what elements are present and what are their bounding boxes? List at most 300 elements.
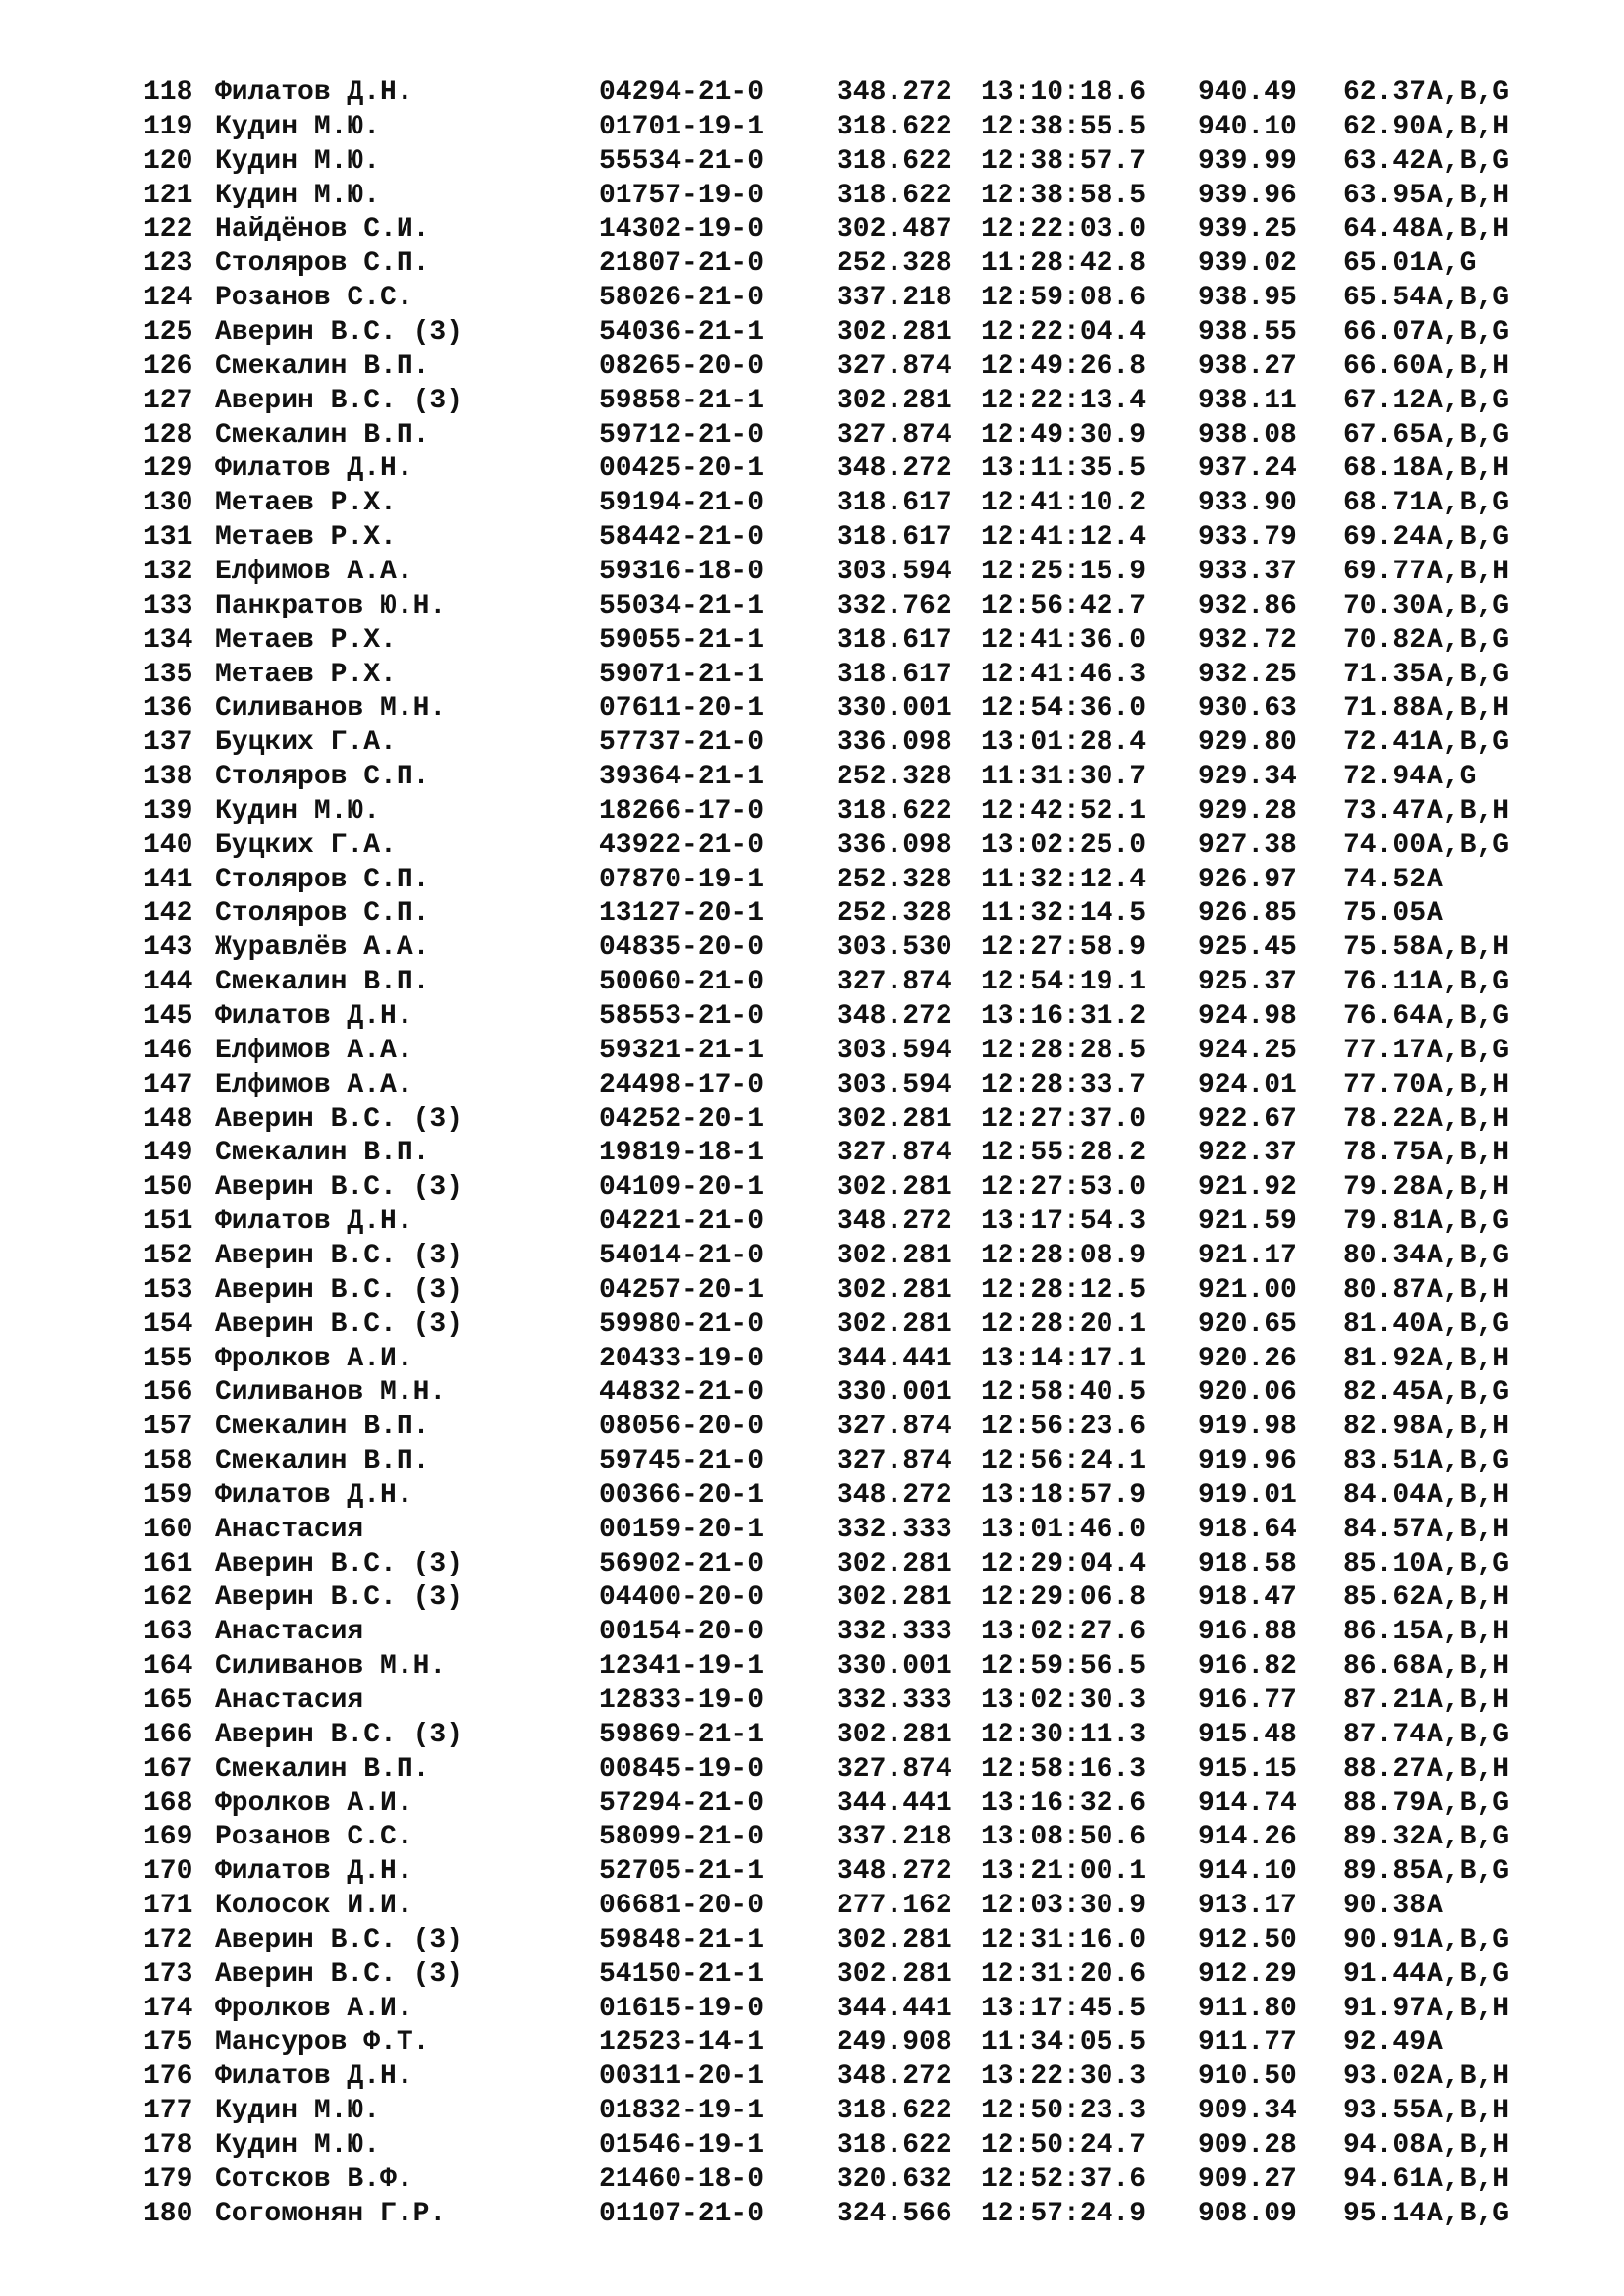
fancier-name-cell: Силиванов М.Н. [215,1651,447,1682]
fancier-name-cell: Буцких Г.А. [215,727,397,759]
fancier-name-cell: Анастасия [215,1685,364,1716]
speed-cell: 919.01 [1198,1479,1297,1511]
fancier-name-cell: Мансуров Ф.Т. [215,2027,430,2058]
speed-cell: 930.63 [1198,693,1297,724]
flags-cell: A,B,G [1427,1788,1510,1819]
distance-cell: 344.441 [837,1993,952,2024]
distance-cell: 302.487 [837,214,952,245]
speed-cell: 919.98 [1198,1412,1297,1443]
arrival-time-cell: 12:22:03.0 [981,214,1147,245]
arrival-time-cell: 12:30:11.3 [981,1719,1147,1750]
points-cell: 82.45 [1343,1377,1427,1409]
points-cell: 72.94 [1343,762,1427,792]
table-row [0,1444,1624,1478]
points-cell: 90.38 [1343,1891,1427,1922]
speed-cell: 918.64 [1198,1514,1297,1545]
points-cell: 86.68 [1343,1651,1427,1682]
distance-cell: 330.001 [837,693,952,724]
points-cell: 95.14 [1343,2198,1427,2229]
place-cell: 141 [143,864,193,895]
ring-number-cell: 59980-21-0 [599,1308,765,1340]
points-cell: 88.79 [1343,1788,1427,1819]
flags-cell: A,B,H [1427,180,1510,211]
fancier-name-cell: Аверин В.С. (3) [215,1240,463,1271]
flags-cell: A,B,G [1427,829,1510,861]
place-cell: 161 [143,1548,193,1579]
flags-cell: A,B,G [1427,283,1510,314]
arrival-time-cell: 12:55:28.2 [981,1138,1147,1169]
place-cell: 138 [143,762,193,792]
ring-number-cell: 18266-17-0 [599,795,765,827]
place-cell: 168 [143,1788,193,1819]
distance-cell: 344.441 [837,1788,952,1819]
place-cell: 173 [143,1958,193,1990]
distance-cell: 302.281 [837,1172,952,1203]
distance-cell: 318.617 [837,522,952,553]
flags-cell: A,B,H [1427,1274,1510,1306]
points-cell: 74.00 [1343,829,1427,861]
points-cell: 84.04 [1343,1479,1427,1511]
points-cell: 73.47 [1343,795,1427,827]
arrival-time-cell: 12:38:58.5 [981,180,1147,211]
fancier-name-cell: Столяров С.П. [215,898,430,930]
place-cell: 140 [143,829,193,861]
arrival-time-cell: 13:02:30.3 [981,1685,1147,1716]
ring-number-cell: 08265-20-0 [599,350,765,382]
speed-cell: 926.85 [1198,898,1297,930]
distance-cell: 327.874 [837,1753,952,1785]
speed-cell: 940.10 [1198,111,1297,142]
ring-number-cell: 00366-20-1 [599,1479,765,1511]
flags-cell: A,B,G [1427,78,1510,108]
arrival-time-cell: 12:50:23.3 [981,2096,1147,2127]
ring-number-cell: 01615-19-0 [599,1993,765,2024]
flags-cell: A [1427,2027,1443,2058]
flags-cell: A,G [1427,762,1477,792]
table-row [0,1410,1624,1444]
flags-cell: A,B,H [1427,1479,1510,1511]
distance-cell: 302.281 [837,1924,952,1955]
fancier-name-cell: Анастасия [215,1514,364,1545]
distance-cell: 327.874 [837,1446,952,1476]
fancier-name-cell: Аверин В.С. (3) [215,1719,463,1750]
speed-cell: 924.25 [1198,1035,1297,1066]
distance-cell: 332.333 [837,1617,952,1648]
speed-cell: 912.29 [1198,1958,1297,1990]
table-row [0,1068,1624,1102]
distance-cell: 330.001 [837,1651,952,1682]
place-cell: 177 [143,2096,193,2127]
distance-cell: 252.328 [837,248,952,280]
place-cell: 127 [143,385,193,416]
table-row [0,520,1624,555]
ring-number-cell: 52705-21-1 [599,1856,765,1888]
arrival-time-cell: 13:17:54.3 [981,1206,1147,1237]
ring-number-cell: 58442-21-0 [599,522,765,553]
distance-cell: 332.333 [837,1685,952,1716]
arrival-time-cell: 13:22:30.3 [981,2061,1147,2093]
points-cell: 81.40 [1343,1308,1427,1340]
arrival-time-cell: 12:59:08.6 [981,283,1147,314]
distance-cell: 318.622 [837,795,952,827]
ring-number-cell: 56902-21-0 [599,1548,765,1579]
speed-cell: 921.92 [1198,1172,1297,1203]
speed-cell: 933.90 [1198,488,1297,519]
arrival-time-cell: 13:11:35.5 [981,454,1147,485]
table-row [0,1923,1624,1957]
speed-cell: 921.00 [1198,1274,1297,1306]
arrival-time-cell: 11:32:14.5 [981,898,1147,930]
ring-number-cell: 59745-21-0 [599,1446,765,1476]
ring-number-cell: 57294-21-0 [599,1788,765,1819]
table-row [0,623,1624,658]
place-cell: 123 [143,248,193,280]
table-row [0,2094,1624,2128]
distance-cell: 327.874 [837,419,952,451]
speed-cell: 924.98 [1198,1001,1297,1032]
table-row [0,246,1624,281]
fancier-name-cell: Фролков А.И. [215,1993,413,2024]
table-row [0,76,1624,110]
fancier-name-cell: Столяров С.П. [215,762,430,792]
place-cell: 119 [143,111,193,142]
ring-number-cell: 59071-21-1 [599,659,765,690]
fancier-name-cell: Елфимов А.А. [215,1069,413,1100]
fancier-name-cell: Аверин В.С. (3) [215,1924,463,1955]
table-row [0,1957,1624,1992]
ring-number-cell: 55034-21-1 [599,590,765,621]
flags-cell: A,B,G [1427,522,1510,553]
table-row [0,1034,1624,1068]
table-row [0,1342,1624,1376]
fancier-name-cell: Филатов Д.Н. [215,1206,413,1237]
place-cell: 153 [143,1274,193,1306]
speed-cell: 927.38 [1198,829,1297,861]
points-cell: 87.74 [1343,1719,1427,1750]
distance-cell: 252.328 [837,898,952,930]
distance-cell: 337.218 [837,283,952,314]
flags-cell: A,G [1427,248,1477,280]
arrival-time-cell: 12:28:33.7 [981,1069,1147,1100]
distance-cell: 344.441 [837,1343,952,1374]
place-cell: 159 [143,1479,193,1511]
points-cell: 63.42 [1343,145,1427,177]
arrival-time-cell: 12:28:20.1 [981,1308,1147,1340]
ring-number-cell: 07611-20-1 [599,693,765,724]
place-cell: 118 [143,78,193,108]
arrival-time-cell: 13:16:31.2 [981,1001,1147,1032]
points-cell: 81.92 [1343,1343,1427,1374]
distance-cell: 327.874 [837,967,952,998]
flags-cell: A,B,H [1427,1753,1510,1785]
distance-cell: 318.617 [837,624,952,656]
arrival-time-cell: 13:02:27.6 [981,1617,1147,1648]
table-row [0,1136,1624,1170]
ring-number-cell: 58026-21-0 [599,283,765,314]
table-row [0,212,1624,246]
place-cell: 154 [143,1308,193,1340]
points-cell: 75.05 [1343,898,1427,930]
speed-cell: 922.37 [1198,1138,1297,1169]
flags-cell: A,B,H [1427,1617,1510,1648]
points-cell: 64.48 [1343,214,1427,245]
arrival-time-cell: 12:27:53.0 [981,1172,1147,1203]
place-cell: 170 [143,1856,193,1888]
fancier-name-cell: Аверин В.С. (3) [215,1172,463,1203]
arrival-time-cell: 12:56:24.1 [981,1446,1147,1476]
table-row [0,1375,1624,1410]
table-row [0,828,1624,863]
table-row [0,965,1624,999]
speed-cell: 925.37 [1198,967,1297,998]
flags-cell: A,B,G [1427,1822,1510,1853]
flags-cell: A,B,G [1427,1001,1510,1032]
speed-cell: 915.48 [1198,1719,1297,1750]
distance-cell: 303.594 [837,1069,952,1100]
points-cell: 93.55 [1343,2096,1427,2127]
place-cell: 175 [143,2027,193,2058]
speed-cell: 920.65 [1198,1308,1297,1340]
distance-cell: 318.622 [837,2096,952,2127]
points-cell: 62.90 [1343,111,1427,142]
distance-cell: 348.272 [837,2061,952,2093]
speed-cell: 929.80 [1198,727,1297,759]
fancier-name-cell: Аверин В.С. (3) [215,1103,463,1135]
distance-cell: 348.272 [837,1001,952,1032]
fancier-name-cell: Елфимов А.А. [215,1035,413,1066]
fancier-name-cell: Кудин М.Ю. [215,180,381,211]
distance-cell: 332.762 [837,590,952,621]
speed-cell: 925.45 [1198,933,1297,964]
ring-number-cell: 04252-20-1 [599,1103,765,1135]
arrival-time-cell: 12:28:28.5 [981,1035,1147,1066]
speed-cell: 937.24 [1198,454,1297,485]
place-cell: 131 [143,522,193,553]
ring-number-cell: 54150-21-1 [599,1958,765,1990]
flags-cell: A,B,H [1427,2163,1510,2195]
points-cell: 80.87 [1343,1274,1427,1306]
arrival-time-cell: 13:01:46.0 [981,1514,1147,1545]
ring-number-cell: 08056-20-0 [599,1412,765,1443]
table-row [0,1889,1624,1923]
table-row [0,1170,1624,1204]
arrival-time-cell: 12:59:56.5 [981,1651,1147,1682]
table-row [0,2197,1624,2231]
flags-cell: A,B,G [1427,385,1510,416]
points-cell: 88.27 [1343,1753,1427,1785]
points-cell: 70.30 [1343,590,1427,621]
flags-cell: A,B,H [1427,933,1510,964]
place-cell: 125 [143,317,193,347]
flags-cell: A,B,H [1427,556,1510,587]
table-row [0,1718,1624,1752]
fancier-name-cell: Анастасия [215,1617,364,1648]
arrival-time-cell: 12:56:42.7 [981,590,1147,621]
flags-cell: A,B,G [1427,1377,1510,1409]
place-cell: 145 [143,1001,193,1032]
table-row [0,1992,1624,2026]
place-cell: 143 [143,933,193,964]
ring-number-cell: 59321-21-1 [599,1035,765,1066]
flags-cell: A,B,G [1427,1548,1510,1579]
ring-number-cell: 00154-20-0 [599,1617,765,1648]
speed-cell: 911.80 [1198,1993,1297,2024]
table-row [0,2025,1624,2059]
table-row [0,1478,1624,1513]
flags-cell: A,B,G [1427,659,1510,690]
fancier-name-cell: Аверин В.С. (3) [215,1308,463,1340]
place-cell: 162 [143,1582,193,1614]
points-cell: 78.22 [1343,1103,1427,1135]
flags-cell: A,B,G [1427,419,1510,451]
points-cell: 63.95 [1343,180,1427,211]
distance-cell: 302.281 [837,1274,952,1306]
place-cell: 172 [143,1924,193,1955]
fancier-name-cell: Филатов Д.Н. [215,78,413,108]
speed-cell: 919.96 [1198,1446,1297,1476]
fancier-name-cell: Аверин В.С. (3) [215,1274,463,1306]
points-cell: 90.91 [1343,1924,1427,1955]
arrival-time-cell: 13:01:28.4 [981,727,1147,759]
flags-cell: A,B,H [1427,1514,1510,1545]
flags-cell: A,B,H [1427,1412,1510,1443]
table-row [0,349,1624,384]
arrival-time-cell: 12:28:12.5 [981,1274,1147,1306]
arrival-time-cell: 12:41:46.3 [981,659,1147,690]
ring-number-cell: 21460-18-0 [599,2163,765,2195]
ring-number-cell: 13127-20-1 [599,898,765,930]
distance-cell: 277.162 [837,1891,952,1922]
flags-cell: A,B,H [1427,454,1510,485]
place-cell: 134 [143,624,193,656]
points-cell: 76.11 [1343,967,1427,998]
place-cell: 158 [143,1446,193,1476]
flags-cell: A,B,G [1427,967,1510,998]
points-cell: 77.70 [1343,1069,1427,1100]
fancier-name-cell: Смекалин В.П. [215,1138,430,1169]
fancier-name-cell: Кудин М.Ю. [215,2096,381,2127]
table-row [0,999,1624,1034]
table-row [0,691,1624,725]
fancier-name-cell: Смекалин В.П. [215,1753,430,1785]
speed-cell: 938.27 [1198,350,1297,382]
speed-cell: 918.58 [1198,1548,1297,1579]
speed-cell: 914.26 [1198,1822,1297,1853]
speed-cell: 938.08 [1198,419,1297,451]
ring-number-cell: 04257-20-1 [599,1274,765,1306]
table-row [0,931,1624,965]
points-cell: 75.58 [1343,933,1427,964]
distance-cell: 318.622 [837,2130,952,2161]
arrival-time-cell: 11:28:42.8 [981,248,1147,280]
place-cell: 166 [143,1719,193,1750]
flags-cell: A,B,H [1427,1172,1510,1203]
table-row [0,1547,1624,1581]
ring-number-cell: 14302-19-0 [599,214,765,245]
distance-cell: 327.874 [837,1412,952,1443]
arrival-time-cell: 13:08:50.6 [981,1822,1147,1853]
arrival-time-cell: 12:41:12.4 [981,522,1147,553]
ring-number-cell: 06681-20-0 [599,1891,765,1922]
distance-cell: 318.617 [837,659,952,690]
ring-number-cell: 59858-21-1 [599,385,765,416]
fancier-name-cell: Филатов Д.Н. [215,454,413,485]
points-cell: 80.34 [1343,1240,1427,1271]
ring-number-cell: 59316-18-0 [599,556,765,587]
flags-cell: A,B,H [1427,2130,1510,2161]
ring-number-cell: 59848-21-1 [599,1924,765,1955]
ring-number-cell: 59194-21-0 [599,488,765,519]
points-cell: 62.37 [1343,78,1427,108]
arrival-time-cell: 11:32:12.4 [981,864,1147,895]
speed-cell: 933.37 [1198,556,1297,587]
speed-cell: 909.28 [1198,2130,1297,2161]
distance-cell: 330.001 [837,1377,952,1409]
fancier-name-cell: Смекалин В.П. [215,1446,430,1476]
distance-cell: 318.622 [837,180,952,211]
table-row [0,1273,1624,1308]
points-cell: 85.10 [1343,1548,1427,1579]
speed-cell: 938.55 [1198,317,1297,347]
fancier-name-cell: Метаев Р.Х. [215,488,397,519]
fancier-name-cell: Филатов Д.Н. [215,1479,413,1511]
arrival-time-cell: 12:29:06.8 [981,1582,1147,1614]
place-cell: 126 [143,350,193,382]
fancier-name-cell: Смекалин В.П. [215,1412,430,1443]
points-cell: 71.35 [1343,659,1427,690]
ring-number-cell: 01832-19-1 [599,2096,765,2127]
speed-cell: 914.10 [1198,1856,1297,1888]
speed-cell: 915.15 [1198,1753,1297,1785]
fancier-name-cell: Аверин В.С. (3) [215,1582,463,1614]
speed-cell: 939.25 [1198,214,1297,245]
ring-number-cell: 54036-21-1 [599,317,765,347]
table-row [0,452,1624,486]
table-row [0,315,1624,349]
arrival-time-cell: 12:41:36.0 [981,624,1147,656]
ring-number-cell: 57737-21-0 [599,727,765,759]
flags-cell: A,B,H [1427,1138,1510,1169]
flags-cell: A,B,G [1427,1446,1510,1476]
speed-cell: 916.82 [1198,1651,1297,1682]
speed-cell: 924.01 [1198,1069,1297,1100]
points-cell: 78.75 [1343,1138,1427,1169]
table-row [0,725,1624,760]
distance-cell: 327.874 [837,1138,952,1169]
distance-cell: 332.333 [837,1514,952,1545]
arrival-time-cell: 12:22:13.4 [981,385,1147,416]
arrival-time-cell: 11:34:05.5 [981,2027,1147,2058]
table-row [0,1308,1624,1342]
table-row [0,144,1624,179]
points-cell: 83.51 [1343,1446,1427,1476]
flags-cell: A,B,G [1427,624,1510,656]
arrival-time-cell: 12:28:08.9 [981,1240,1147,1271]
arrival-time-cell: 12:52:37.6 [981,2163,1147,2195]
points-cell: 91.44 [1343,1958,1427,1990]
flags-cell: A [1427,898,1443,930]
arrival-time-cell: 13:16:32.6 [981,1788,1147,1819]
arrival-time-cell: 12:56:23.6 [981,1412,1147,1443]
points-cell: 94.08 [1343,2130,1427,2161]
arrival-time-cell: 12:54:19.1 [981,967,1147,998]
place-cell: 124 [143,283,193,314]
distance-cell: 318.617 [837,488,952,519]
ring-number-cell: 59055-21-1 [599,624,765,656]
points-cell: 67.65 [1343,419,1427,451]
fancier-name-cell: Аверин В.С. (3) [215,385,463,416]
fancier-name-cell: Смекалин В.П. [215,350,430,382]
